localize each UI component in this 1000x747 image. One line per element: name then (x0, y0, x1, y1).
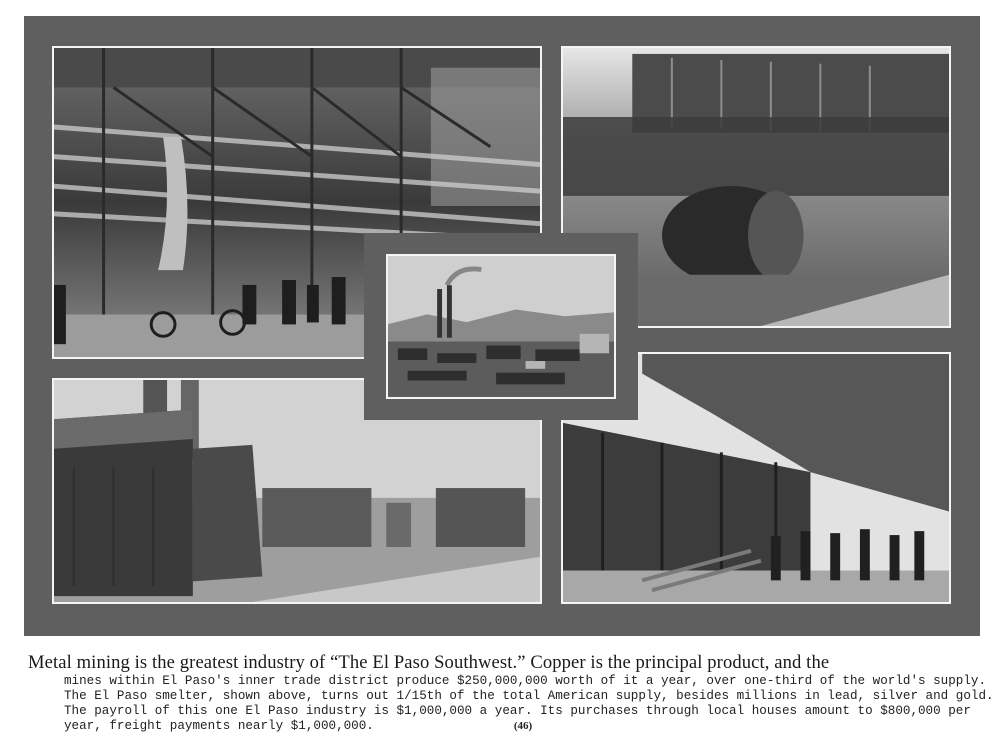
caption-lead-line: Metal mining is the greatest industry of “The El Paso Southwest.” Copper is the principal product, and the (28, 652, 830, 673)
caption-last-text: year, freight payments nearly $1,000,000. (64, 719, 374, 733)
caption-body (64, 674, 994, 734)
caption-last-line (64, 719, 980, 734)
page-number: (46) (513, 720, 533, 732)
caption-line: mines within El Paso's inner trade district produce $250,000,000 worth of it a year, over one-third of the world's supply. (64, 674, 987, 688)
caption-line: The El Paso smelter, shown above, turns out 1/15th of the total American supply, besides millions in lead, silver and gold. (64, 689, 994, 703)
page-caption (28, 652, 994, 734)
photo-plate (24, 16, 980, 636)
caption-line: The payroll of this one El Paso industry is $1,000,000 a year. Its purchases through local houses amount to $800,000 per (64, 704, 971, 718)
smelter-panorama-photo (386, 254, 616, 399)
